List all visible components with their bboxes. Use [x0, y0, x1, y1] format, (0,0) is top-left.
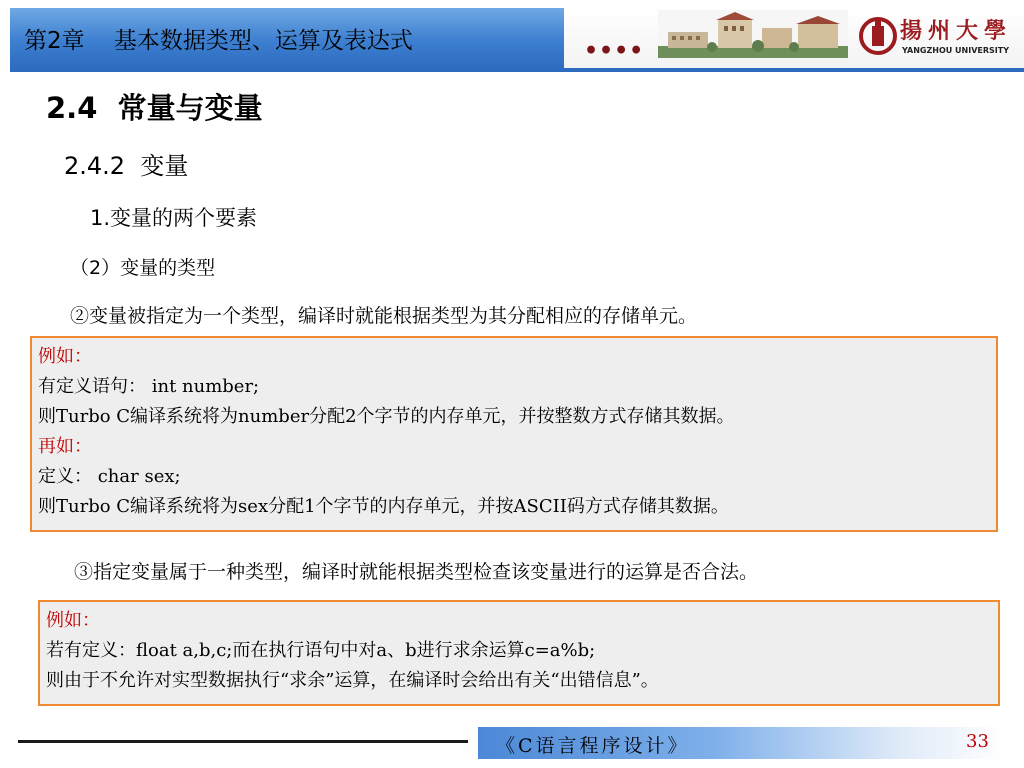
logo-english-name: YANGZHOU UNIVERSITY [902, 46, 1010, 55]
header-rule [10, 68, 1024, 72]
example-line: 则Turbo C编译系统将为number分配2个字节的内存单元，并按整数方式存储其数据。 [38, 406, 735, 427]
example-line: 定义： char sex; [38, 466, 181, 487]
example-line: 有定义语句： int number; [38, 376, 260, 397]
example-box-1 [30, 336, 998, 532]
course-title: 《C语言程序设计》 [496, 735, 690, 757]
university-logo [856, 10, 1024, 66]
chapter-banner [10, 8, 564, 68]
paragraph-3: ③指定变量属于一种类型，编译时就能根据类型检查该变量进行的运算是否合法。 [74, 561, 759, 583]
example-label: 例如： [46, 610, 100, 631]
footer-rule [18, 740, 468, 743]
example-label: 再如： [38, 436, 92, 457]
subpoint-heading: （2）变量的类型 [70, 257, 216, 279]
chapter-title: 第2章 基本数据类型、运算及表达式 [24, 28, 413, 54]
point-heading: 1.变量的两个要素 [90, 206, 258, 230]
university-emblem-icon [858, 14, 898, 58]
example-line: 则由于不允许对实型数据执行“求余”运算，在编译时会给出有关“出错信息”。 [46, 670, 659, 691]
section-heading: 2.4 常量与变量 [46, 91, 263, 125]
example-box-2 [38, 600, 1000, 706]
example-line: 则Turbo C编译系统将为sex分配1个字节的内存单元，并按ASCII码方式存储其数据。 [38, 496, 729, 517]
paragraph-2: ②变量被指定为一个类型，编译时就能根据类型为其分配相应的存储单元。 [70, 305, 698, 327]
slide-header [0, 0, 1024, 68]
decorative-dots: •••• [584, 38, 645, 64]
logo-chinese-name: 揚州大學 [900, 18, 1013, 44]
campus-building-image [658, 10, 848, 58]
subsection-heading: 2.4.2 变量 [64, 152, 189, 180]
page-number: 33 [966, 731, 989, 752]
example-label: 例如： [38, 346, 92, 367]
example-line: 若有定义：float a,b,c;而在执行语句中对a、b进行求余运算c=a%b; [46, 640, 596, 661]
